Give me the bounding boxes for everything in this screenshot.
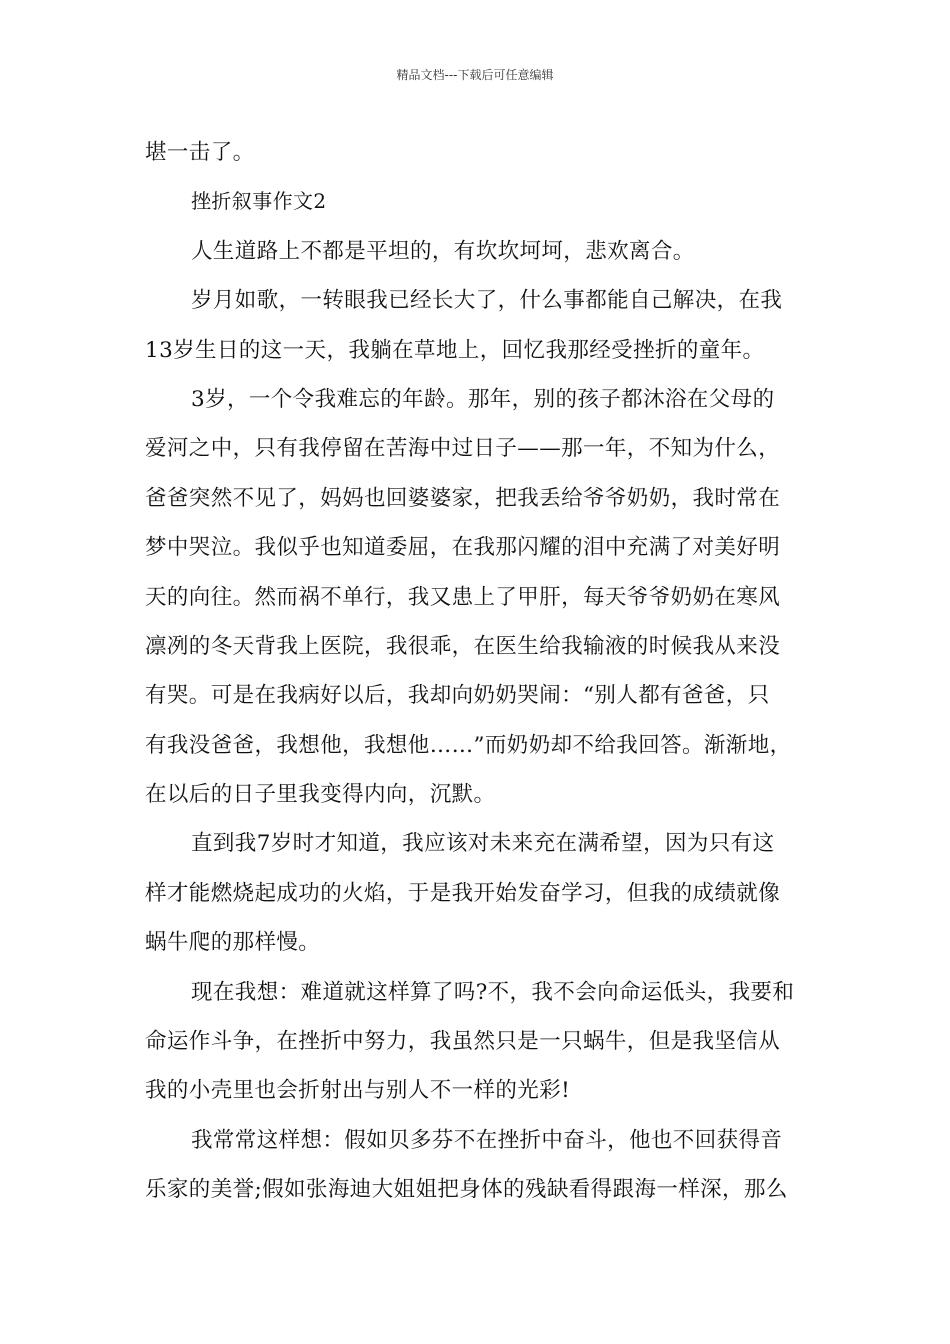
text-line: 3岁，一个令我难忘的年龄。那年，别的孩子都沐浴在父母的 xyxy=(191,386,775,412)
document-body xyxy=(145,128,825,1215)
text-line: 我的小壳里也会折射出与别人不一样的光彩! xyxy=(145,1078,571,1104)
text-line: 有我没爸爸，我想他，我想他……”而奶奶却不给我回答。渐渐地， xyxy=(145,732,792,758)
text-line: 样才能燃烧起成功的火焰，于是我开始发奋学习，但我的成绩就像 xyxy=(145,880,781,906)
text-line: 命运作斗争，在挫折中努力，我虽然只是一只蜗牛，但是我坚信从 xyxy=(145,1029,781,1055)
text-line: 蜗牛爬的那样慢。 xyxy=(145,930,321,956)
text-line: 岁月如歌，一转眼我已经长大了，什么事都能自己解决，在我 xyxy=(191,288,783,314)
text-line: 人生道路上不都是平坦的，有坎坎坷坷，悲欢离合。 xyxy=(191,238,695,264)
page-header: 精品文档---下载后可任意编辑 xyxy=(396,68,554,82)
text-line: 凛冽的冬天背我上医院，我很乖，在医生给我输液的时候我从来没 xyxy=(145,633,781,659)
text-line: 直到我7岁时才知道，我应该对未来充在满希望，因为只有这 xyxy=(191,831,775,857)
text-line: 天的向往。然而祸不单行，我又患上了甲肝，每天爷爷奶奶在寒风 xyxy=(145,584,781,610)
text-line: 爱河之中，只有我停留在苦海中过日子——那一年，不知为什么， xyxy=(145,436,781,462)
text-line: 梦中哭泣。我似乎也知道委屈，在我那闪耀的泪中充满了对美好明 xyxy=(145,535,781,561)
text-line: 有哭。可是在我病好以后，我却向奶奶哭闹：“别人都有爸爸，只 xyxy=(145,683,770,709)
text-line: 我常常这样想：假如贝多芬不在挫折中奋斗，他也不回获得音 xyxy=(191,1127,783,1153)
text-line: 爸爸突然不见了，妈妈也回婆婆家，把我丢给爷爷奶奶，我时常在 xyxy=(145,485,781,511)
text-line: 现在我想：难道就这样算了吗?不，我不会向命运低头，我要和 xyxy=(191,979,795,1005)
text-line: 堪一击了。 xyxy=(145,140,255,165)
section-heading: 挫折叙事作文2 xyxy=(191,189,327,214)
text-line: 13岁生日的这一天，我躺在草地上，回忆我那经受挫折的童年。 xyxy=(145,337,765,363)
text-line: 在以后的日子里我变得内向，沉默。 xyxy=(145,782,496,808)
text-line: 乐家的美誉;假如张海迪大姐姐把身体的残缺看得跟海一样深，那么 xyxy=(145,1177,788,1203)
